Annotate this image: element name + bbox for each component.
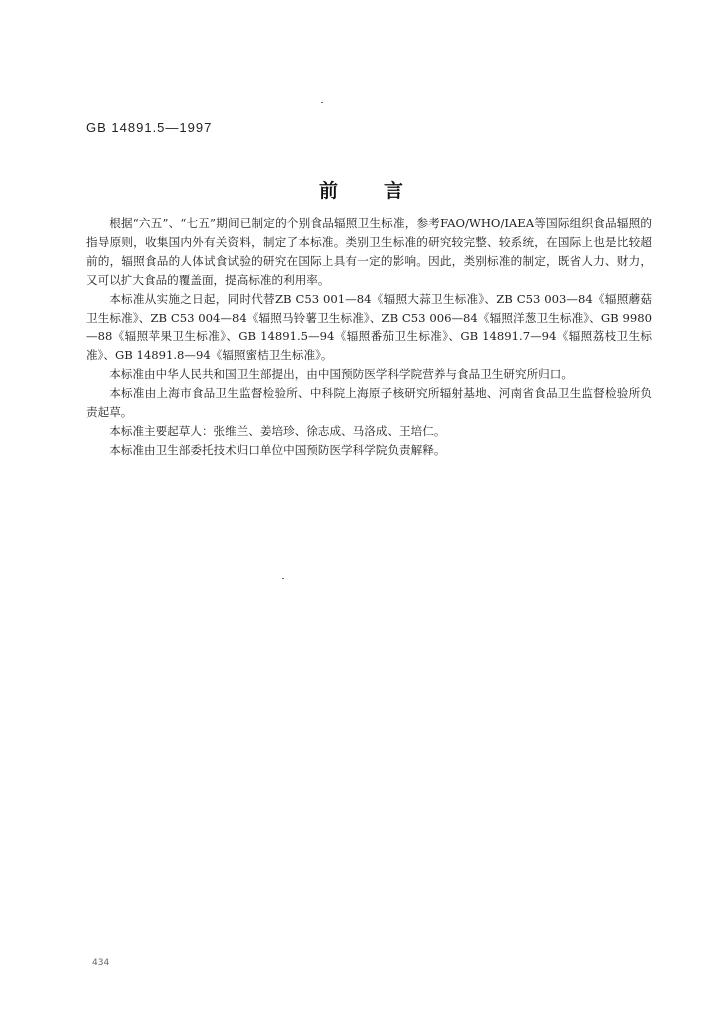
paragraph-interpretation: 本标准由卫生部委托技术归口单位中国预防医学科学院负责解释。 — [109, 442, 446, 457]
paragraph-drafting-units: 本标准由上海市食品卫生监督检验所、中科院上海原子核研究所辐射基地、河南省食品卫生监督检验所负责起草。 — [86, 386, 652, 420]
paragraph-basis: 根据“六五”、“七五”期间已制定的个别食品辐照卫生标准，参考FAO/WHO/IAEA等国际组织食品辐照的指导原则，收集国内外有关资料，制定了本标准。类别卫生标准的研究较完整、较系统，在国际上也是比较超前的，辐照食品的人体试食试验的研究在国际上具有一定的影响。因此，类别标准的制定，既省人力、财力，又可以扩大食品的覆盖面，提高标准的利用率。 — [86, 216, 652, 287]
scan-speck — [282, 578, 284, 579]
paragraph-proposer: 本标准由中华人民共和国卫生部提出，由中国预防医学科学院营养与食品卫生研究所归口。 — [109, 367, 573, 382]
scan-speck — [321, 102, 323, 103]
foreword-body — [86, 214, 652, 460]
section-title: 前言 — [318, 180, 449, 202]
page-number: 434 — [92, 958, 110, 968]
standard-code: GB 14891.5—1997 — [86, 120, 213, 135]
paragraph-supersedes: 本标准从实施之日起，同时代替ZB C53 001—84《辐照大蒜卫生标准》、ZB C53 003—84《辐照蘑菇卫生标准》、ZB C53 004—84《辐照马铃薯卫生标准》、ZB C53 006—84《辐照洋葱卫生标准》、GB 9980—88《辐照苹果卫生标准》、GB 14891.5—94《辐照番茄卫生标准》、GB 14891.7—94《辐照荔枝卫生标准》、GB 14891.8—94《辐照蜜桔卫生标准》。 — [86, 291, 652, 363]
paragraph-drafters: 本标准主要起草人：张维兰、姜培珍、徐志成、马洛成、王培仁。 — [109, 423, 446, 438]
